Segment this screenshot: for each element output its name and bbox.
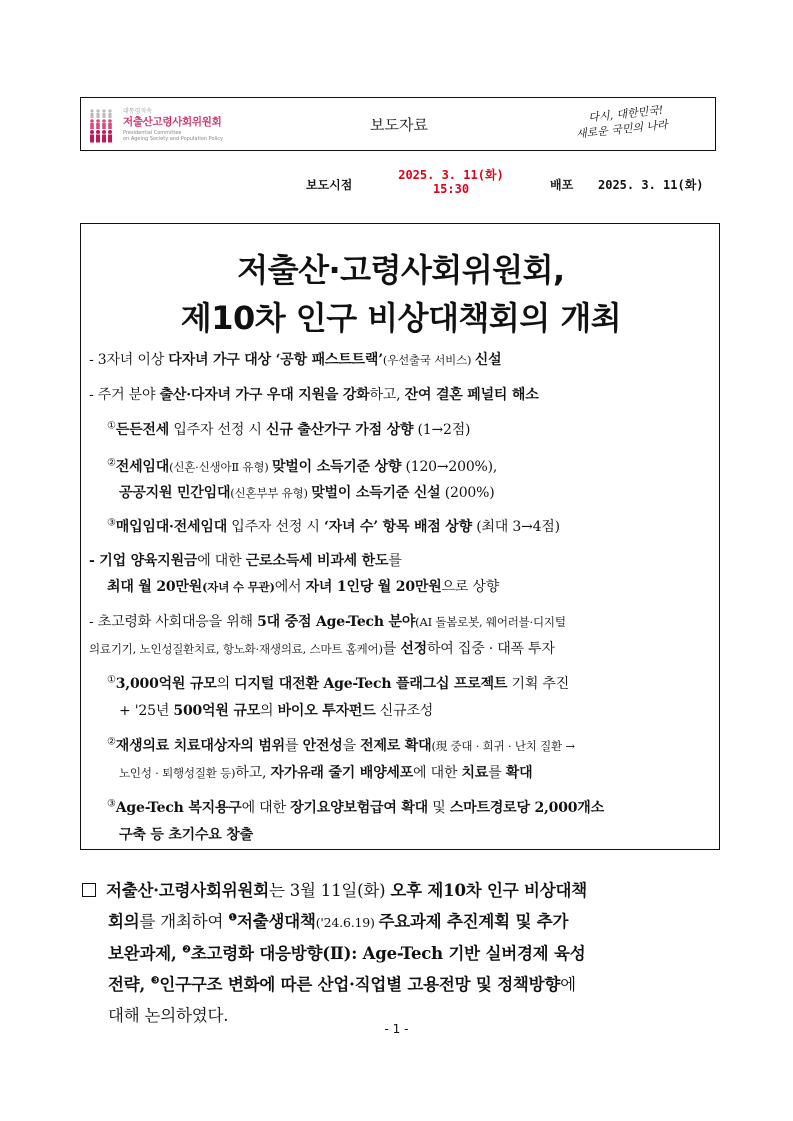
body-line-2 (82, 906, 722, 938)
text-bold: 치료 (461, 765, 489, 781)
text-bold: 안전성 (302, 738, 343, 754)
text: 에서 (274, 579, 306, 595)
text: - 주거 분야 (89, 387, 160, 403)
text-bold: 맞벌이 소득기준 신설 (311, 485, 441, 501)
text-bold: 저출산·고령사회위원회 (106, 881, 269, 900)
release-time: 15:30 (432, 182, 470, 196)
text: 입주자 선정 시 (227, 519, 324, 535)
text: 에 대한 (241, 800, 291, 816)
header-title: 보도자료 (370, 116, 428, 134)
housing-sub-1 (107, 419, 470, 439)
logo-main-text: 저출산고령사회위원회 (123, 116, 222, 128)
text: - 3자녀 이상 (89, 352, 169, 368)
logo-small-text: 대통령직속 (123, 108, 152, 115)
text-bold: 자가유래 줄기 배양세포 (270, 765, 414, 781)
text: 를 (382, 641, 401, 657)
text-bold: 맞벌이 소득기준 상향 (271, 459, 402, 475)
text: 는 3월 11일(화) (268, 881, 391, 900)
text: 를 (285, 738, 303, 754)
text-bold: 신규 출산가구 가점 상향 (266, 422, 414, 438)
text: 신규조성 (375, 703, 434, 719)
text-bold: 디지털 대전환 Age-Tech 플래그십 프로젝트 (234, 676, 508, 692)
agetech-sub-3-cont (119, 824, 253, 844)
summary-bullet-4 (89, 611, 566, 631)
text: 을 (342, 738, 361, 754)
text-bold: 보완과제, (108, 944, 183, 963)
text-bold: 다자녀 가구 대상 ‘공항 패스트트랙’ (168, 352, 383, 368)
text-bold: 주요과제 추진계획 및 추가 (378, 912, 569, 931)
housing-sub-2-cont (119, 482, 494, 502)
text: + '25년 (119, 703, 174, 719)
text: 에 (560, 975, 576, 994)
text-bold: 5대 중점 Age-Tech 분야 (257, 614, 416, 630)
housing-sub-2 (107, 456, 497, 476)
text: 및 (428, 800, 450, 816)
text: 의 (216, 676, 235, 692)
circled-number: ① (107, 420, 116, 432)
text: (최대 3→4점) (471, 519, 560, 535)
text-small: (우선출국 서비스) (382, 353, 475, 367)
text: 기획 추진 (507, 676, 570, 692)
circled-number: ② (107, 736, 116, 748)
text-bold: 장기요양보험급여 확대 (290, 800, 429, 816)
text-bold: 잔여 결혼 페널티 해소 (404, 387, 539, 403)
text-small: (신혼부부 유형) (230, 486, 312, 500)
slogan-line-1: 다시, 대한민국! (587, 103, 664, 125)
text: 를 (388, 553, 402, 569)
circled-number: ❸ (150, 975, 160, 987)
text-bold: - 기업 양육지원금 (89, 553, 198, 569)
circled-number: ③ (107, 798, 116, 810)
text-small: 노인성 · 퇴행성질환 등) (119, 766, 236, 780)
summary-box (80, 223, 720, 850)
text: 의 (260, 703, 278, 719)
text-bold: 초고령화 대응방향(Ⅱ): Age-Tech 기반 실버경제 육성 (190, 944, 586, 963)
body-line-3 (82, 938, 722, 969)
text-bold: 출산·다자녀 가구 우대 지원을 강화 (159, 387, 370, 403)
text-small: 의료기기, 노인성질환치료, 항노화·재생의료, 스마트 홈케어) (89, 642, 383, 656)
agetech-sub-2 (107, 735, 575, 755)
summary-bullet-2 (89, 384, 539, 404)
text-bold: 인구구조 변화에 따른 산업·직업별 고용전망 및 정책방향 (159, 975, 561, 994)
text-bold: 바이오 투자펀드 (277, 703, 376, 719)
body-line-1 (82, 875, 722, 906)
text-bold: 500억원 규모 (173, 703, 261, 719)
agetech-sub-2-cont (119, 762, 532, 782)
text: 에 대한 (197, 553, 246, 569)
distribution-label: 배포 (550, 178, 574, 192)
slogan-line-2: 새로운 국민의 나라 (575, 118, 669, 141)
text-bold: 근로소득세 비과세 한도 (245, 553, 389, 569)
agetech-sub-1 (107, 673, 569, 693)
text-bold: 3,000억원 규모 (115, 676, 217, 692)
summary-bullet-3-cont (107, 576, 499, 596)
distribution-date: 2025. 3. 11(화) (598, 178, 704, 192)
text-bold: 든든전세 (115, 422, 170, 438)
summary-bullet-3 (89, 550, 402, 570)
text-bold: 전략, (108, 975, 151, 994)
text-bold: 확대 (505, 765, 533, 781)
summary-bullet-1 (89, 349, 501, 369)
text-small: (자녀 수 무관) (202, 580, 275, 594)
release-date: 2025. 3. 11(화) (398, 168, 504, 182)
text-bold: 매입임대·전세임대 (115, 519, 228, 535)
text-bold: ‘자녀 수’ 항목 배점 상향 (323, 519, 472, 535)
text-bold: 최대 월 20만원 (107, 579, 203, 595)
text-small: (신혼·신생아Ⅱ 유형) (169, 460, 272, 474)
headline-line-1: 저출산·고령사회위원회, (237, 251, 565, 289)
circled-number: ❷ (182, 944, 191, 956)
text-bold: 전제로 확대 (360, 738, 432, 754)
page-number: - 1 - (384, 1022, 409, 1036)
logo-en-line-1: Presidential Committee (123, 130, 182, 136)
summary-bullet-4-cont (89, 638, 555, 658)
text-bold: 선정 (400, 641, 427, 657)
text-bold: 회의 (108, 912, 140, 931)
text-bold: 저출생대책 (237, 912, 316, 931)
text-bold: 구축 등 초기수요 창출 (119, 827, 253, 843)
release-datetime (396, 168, 506, 196)
circled-number: ❶ (228, 912, 238, 924)
text-small: ('24.6.19) (315, 915, 379, 930)
circled-number: ① (107, 674, 116, 686)
text: 에 대한 (413, 765, 462, 781)
text: 를 (488, 765, 506, 781)
text-bold: 스마트경로당 2,000개소 (449, 800, 604, 816)
text: 으로 상향 (441, 579, 500, 595)
text: 입주자 선정 시 (169, 422, 267, 438)
text-bold: 재생의료 치료대상자의 범위 (115, 738, 286, 754)
text-bold: 오후 제10차 인구 비상대책 (390, 881, 587, 900)
text-bold: Age-Tech 복지용구 (115, 800, 242, 816)
text: 하고, (235, 765, 271, 781)
text: 하여 집중 · 대폭 투자 (426, 641, 555, 657)
text: (120→200%), (401, 459, 498, 475)
text-small: (現 중대 · 희귀 · 난치 질환 → (431, 739, 575, 753)
release-label: 보도시점 (306, 178, 353, 192)
body-line-4 (82, 969, 722, 1000)
text: 를 개최하여 (139, 912, 229, 931)
text-bold: 자녀 1인당 월 20만원 (305, 579, 442, 595)
housing-sub-3 (107, 516, 560, 536)
text: (1→2점) (413, 422, 471, 438)
circled-number: ③ (107, 517, 116, 529)
slogan (574, 100, 687, 141)
headline-line-2: 제10차 인구 비상대책회의 개최 (180, 299, 622, 337)
agetech-sub-1-cont (119, 700, 433, 720)
text: 하고, (369, 387, 405, 403)
circled-number: ② (107, 457, 116, 469)
body-line-5: 대해 논의하였다. (108, 1006, 229, 1025)
text: - 초고령화 사회대응을 위해 (89, 614, 258, 630)
agetech-sub-3 (107, 797, 604, 817)
text-bold: 공공지원 민간임대 (119, 485, 231, 501)
text-bold: 전세임대 (115, 459, 170, 475)
press-release-header (80, 97, 716, 151)
text-small: (AI 돌봄로봇, 웨어러블·디지털 (415, 615, 566, 629)
headline (81, 246, 721, 342)
text: (200%) (440, 485, 495, 501)
body-paragraph (82, 875, 722, 1031)
checkbox-square-icon (82, 883, 96, 897)
logo-en-line-2: on Ageing Society and Population Policy (123, 136, 224, 142)
text-bold: 신설 (474, 352, 502, 368)
